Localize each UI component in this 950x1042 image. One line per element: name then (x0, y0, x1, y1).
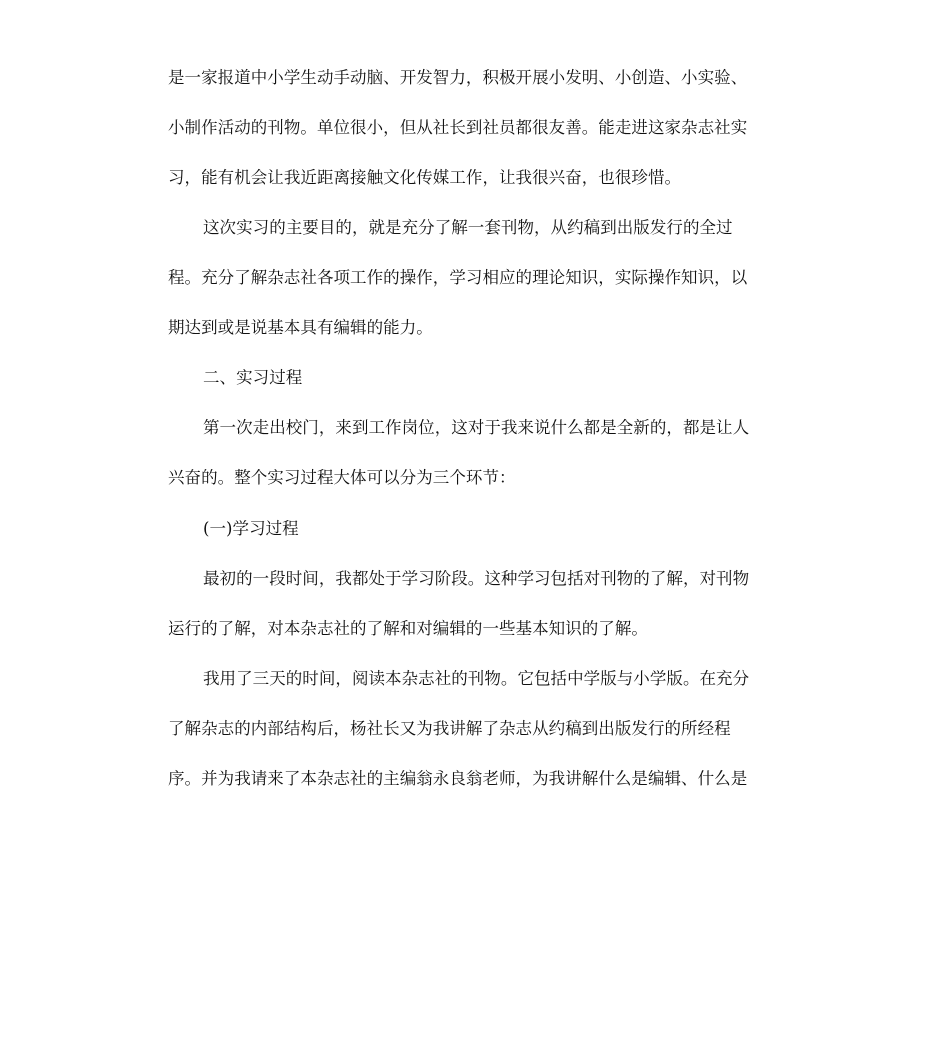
paragraph-line-3: 习，能有机会让我近距离接触文化传媒工作，让我很兴奋，也很珍惜。 (168, 168, 682, 187)
subsection-heading: (一)学习过程 (203, 519, 299, 538)
paragraph-line-14: 了解杂志的内部结构后，杨社长又为我讲解了杂志从约稿到出版发行的所经程 (168, 719, 731, 738)
paragraph-line-6: 期达到或是说基本具有编辑的能力。 (168, 318, 433, 337)
paragraph-line-1: 是一家报道中小学生动手动脑、开发智力，积极开展小发明、小创造、小实验、 (168, 68, 748, 87)
paragraph-line-8: 第一次走出校门，来到工作岗位，这对于我来说什么都是全新的，都是让人 (203, 418, 750, 437)
paragraph-line-15: 序。并为我请来了本杂志社的主编翁永良翁老师，为我讲解什么是编辑、什么是 (168, 769, 748, 788)
paragraph-line-5: 程。充分了解杂志社各项工作的操作，学习相应的理论知识，实际操作知识，以 (168, 268, 748, 287)
paragraph-line-12: 运行的了解，对本杂志社的了解和对编辑的一些基本知识的了解。 (168, 619, 648, 638)
paragraph-line-2: 小制作活动的刊物。单位很小，但从社长到社员都很友善。能走进这家杂志社实 (168, 118, 748, 137)
paragraph-line-4: 这次实习的主要目的，就是充分了解一套刊物，从约稿到出版发行的全过 (203, 218, 733, 237)
paragraph-line-9: 兴奋的。整个实习过程大体可以分为三个环节： (168, 468, 516, 487)
paragraph-line-13: 我用了三天的时间，阅读本杂志社的刊物。它包括中学版与小学版。在充分 (203, 669, 750, 688)
paragraph-line-11: 最初的一段时间，我都处于学习阶段。这种学习包括对刊物的了解，对刊物 (203, 569, 750, 588)
section-heading: 二、实习过程 (203, 368, 303, 387)
